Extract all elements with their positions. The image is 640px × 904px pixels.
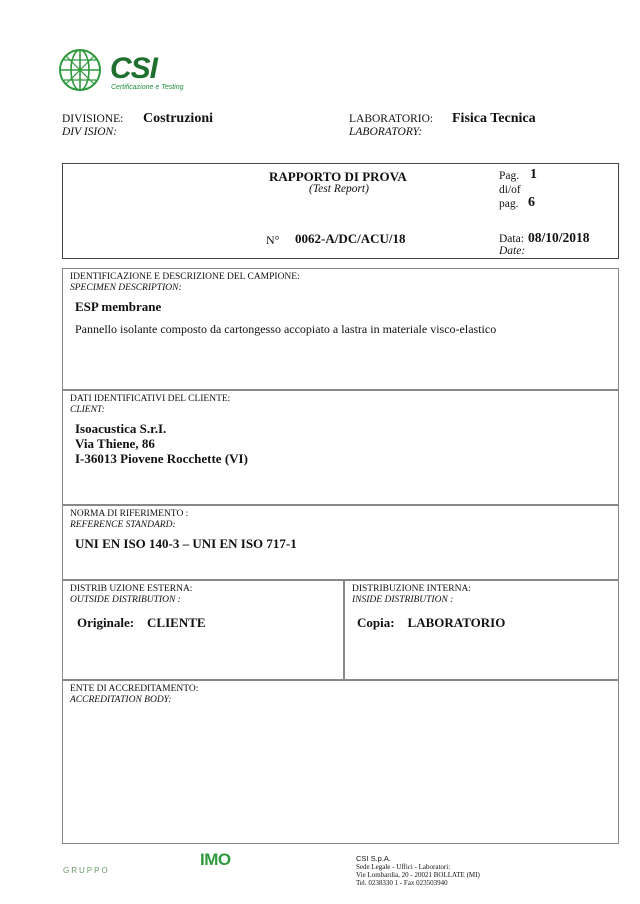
report-title: RAPPORTO DI PROVA (269, 169, 407, 184)
report-number: 0062-A/DC/ACU/18 (295, 231, 406, 246)
internal-distribution-label: DISTRIBUZIONE INTERNA: (352, 584, 472, 594)
footer-line-1: Sede Legale - Uffici - Laboratori: (356, 863, 451, 871)
client-label: DATI IDENTIFICATIVI DEL CLIENTE: (70, 394, 231, 404)
division-value: Costruzioni (143, 111, 213, 126)
external-distribution-label: DISTRIB UZIONE ESTERNA: (70, 584, 193, 594)
external-distribution-section (62, 580, 344, 680)
date-label: Data: (499, 233, 524, 245)
footer-line-3: Tel. 0238330 1 - Fax 023503940 (356, 879, 448, 887)
report-header-box (62, 163, 619, 259)
client-name: Isoacustica S.r.I. (75, 421, 167, 436)
division-label-en: DIV ISION: (62, 126, 118, 138)
logo-wordmark: CSI (110, 52, 158, 85)
of-label: di/of (499, 184, 521, 196)
page-label: Pag. (499, 170, 520, 182)
report-title-en: (Test Report) (309, 183, 369, 195)
laboratory-label-en: LABORATORY: (349, 126, 423, 138)
specimen-description: Pannello isolante composto da cartongesso accopiato a lastra in materiale visco-elastico (75, 322, 497, 336)
total-pages: 6 (528, 195, 535, 210)
footer-group-label: GRUPPO (63, 866, 110, 875)
specimen-name: ESP membrane (75, 299, 162, 314)
client-section (62, 390, 619, 505)
report-date: 08/10/2018 (528, 230, 590, 245)
laboratory-label: LABORATORIO: (349, 113, 434, 125)
number-label: N° (266, 233, 280, 247)
laboratory-value: Fisica Tecnica (452, 111, 536, 126)
logo-tagline: Certificazione e Testing (111, 84, 184, 91)
external-distribution-value: Originale: CLIENTE (77, 615, 206, 630)
imo-logo: IMO (200, 850, 231, 869)
accreditation-label-en: ACCREDITATION BODY: (70, 695, 172, 705)
internal-distribution-value: Copia: LABORATORIO (357, 615, 506, 630)
external-distribution-label-en: OUTSIDE DISTRIBUTION : (70, 595, 181, 605)
pages-label: pag. (499, 198, 519, 210)
division-label: DIVISIONE: (62, 113, 124, 125)
accreditation-label: ENTE DI ACCREDITAMENTO: (70, 684, 199, 694)
footer-company: CSI S.p.A. (356, 854, 392, 863)
standard-value: UNI EN ISO 140-3 – UNI EN ISO 717-1 (75, 536, 297, 551)
specimen-section (62, 268, 619, 390)
date-label-en: Date: (499, 245, 526, 257)
client-city: I-36013 Piovene Rocchette (VI) (75, 451, 248, 466)
standard-label-en: REFERENCE STANDARD: (70, 520, 176, 530)
internal-distribution-label-en: INSIDE DISTRIBUTION : (352, 595, 454, 605)
footer-line-2: Vie Lombardia, 20 - 20021 BOLLATE (MI) (356, 871, 480, 879)
footer-address (356, 855, 556, 887)
globe-icon (58, 48, 102, 92)
internal-distribution-section (344, 580, 619, 680)
client-label-en: CLIENT: (70, 405, 105, 415)
accreditation-section (62, 680, 619, 844)
standard-label: NORMA DI RIFERIMENTO : (70, 509, 189, 519)
standard-section (62, 505, 619, 580)
page-number: 1 (530, 167, 537, 182)
csi-logo (58, 48, 188, 96)
specimen-label: IDENTIFICAZIONE E DESCRIZIONE DEL CAMPIONE: (70, 272, 300, 282)
client-street: Via Thiene, 86 (75, 436, 155, 451)
specimen-label-en: SPECIMEN DESCRIPTION: (70, 283, 182, 293)
